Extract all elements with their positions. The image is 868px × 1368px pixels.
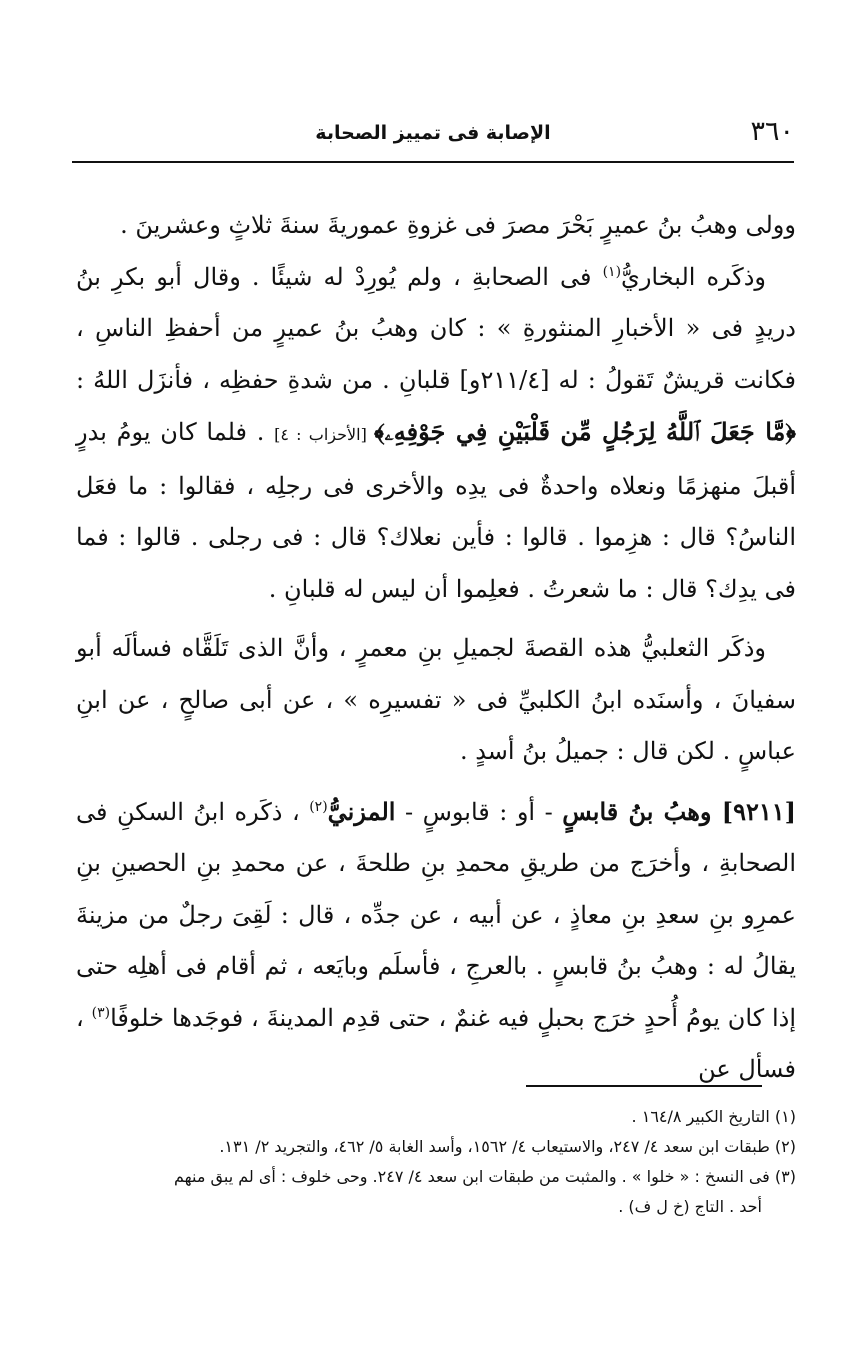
footnote-3 [76,1162,796,1222]
paragraph-2 [76,252,796,616]
paragraph-text: ، ذكَره ابنُ السكنِ فى الصحابةِ ، وأخرَج من طريقِ محمدِ بنِ طلحةَ ، عن محمدِ بنِ الحصينِ بنِ عمرِو بنِ سعدِ بنِ معاذٍ ، عن أبيه ، عن جدِّه ، قال : لَقِىَ رجلٌ من مزينةَ يقالُ له : وهبُ بنُ قابسٍ . بالعرجِ ، فأسلَم وبايَعه ، ثم أقام فى أهلِه حتى إذا كان يومُ أُحدٍ خرَج بحبلٍ فيه غنمٌ ، حتى قدِم المدينةَ ، فوجَدها خلوفًا [76,797,796,1032]
entry-9211 [76,786,796,1096]
footnote-1: (١) التاريخ الكبير ١٦٤/٨ . [631,1107,796,1126]
entry-number: [٩٢١١] [721,796,796,826]
footnote-ref-3: (٣) [91,1004,111,1021]
footnotes [76,1102,796,1222]
paragraph-text: . فلما كان يومُ بدرٍ أقبلَ منهزمًا ونعلاه واحدةٌ فى يدِه والأخرى فى رجلِه ، فقالوا : ما فعَل الناسُ؟ قال : هزِموا . قالوا : فأين نعلاك؟ قال : فى رجلى . قالوا : فما فى يدِك؟ قال : ما شعرتُ . فعلِموا أن ليس له قلبانِ . [76,418,796,603]
header-rule [72,161,794,163]
paragraph-text: - أو : قابوسٍ - [395,797,563,826]
main-text [76,200,796,1096]
paragraph-3 [76,623,796,778]
footnote-2: (٢) طبقات ابن سعد ٤/ ٢٤٧، والاستيعاب ٤/ ١٥٦٢، وأسد الغابة ٥/ ٤٦٢، والتجريد ٢/ ١٣١. [219,1137,796,1156]
paragraph-text: وولى وهبُ بنُ عميرٍ بَحْرَ مصرَ فى غزوةِ عموريةَ سنةَ ثلاثٍ وعشرينَ . [120,211,796,239]
quran-verse: ﴿مَّا جَعَلَ ٱللَّهُ لِرَجُلٍ مِّن قَلْبَيْنِ فِي جَوْفِهِۦ﴾ [374,417,797,446]
paragraph-1 [76,200,796,252]
page-header [72,112,794,162]
footnote-rule [526,1085,762,1087]
running-title: الإصابة فى تمييز الصحابة [315,122,551,144]
verse-citation: [الأحزاب : ٤] [274,425,375,444]
paragraph-text: فى الصحابةِ ، ولم يُورِدْ له شيئًا . وقال أبو بكرِ بنُ دريدٍ فى « الأخبارِ المنثورةِ » : كان وهبُ بنُ عميرٍ من أحفظِ الناسِ ، فكانت قريشٌ تَقولُ : له [٢١١/٤و] قلبانِ . من شدةِ حفظِه ، فأنزَل اللهُ : [76,262,797,394]
paragraph-text: ، فسأل عن [76,1003,796,1083]
page-number: ٣٦٠ [750,116,794,147]
footnote-ref-1: (١) [602,263,622,280]
footnote-ref-2: (٢) [309,798,328,815]
entry-nisba: المزنيُّ [327,796,396,826]
paragraph-text: وذكَر الثعلبيُّ هذه القصةَ لجميلِ بنِ معمرٍ ، وأنَّ الذى تَلَقَّاه فسألَه أبو سفيانَ ، وأسنَده ابنُ الكلبيِّ فى « تفسيرِه » ، عن أبى صالحٍ ، عن ابنِ عباسٍ . لكن قال : جميلُ بنُ أسدٍ . [76,634,796,765]
entry-name: وهبُ بنُ قابسٍ [562,796,722,826]
paragraph-text: وذكَره البخاريُّ [621,262,766,291]
footnote-3-line-1: (٣) فى النسخ : « خلوا » . والمثبت من طبقات ابن سعد ٤/ ٢٤٧. وحى خلوف : أى لم يبق منهم [174,1167,796,1186]
footnote-3-line-2: أحد . التاج (خ ل ف) . [618,1197,762,1216]
